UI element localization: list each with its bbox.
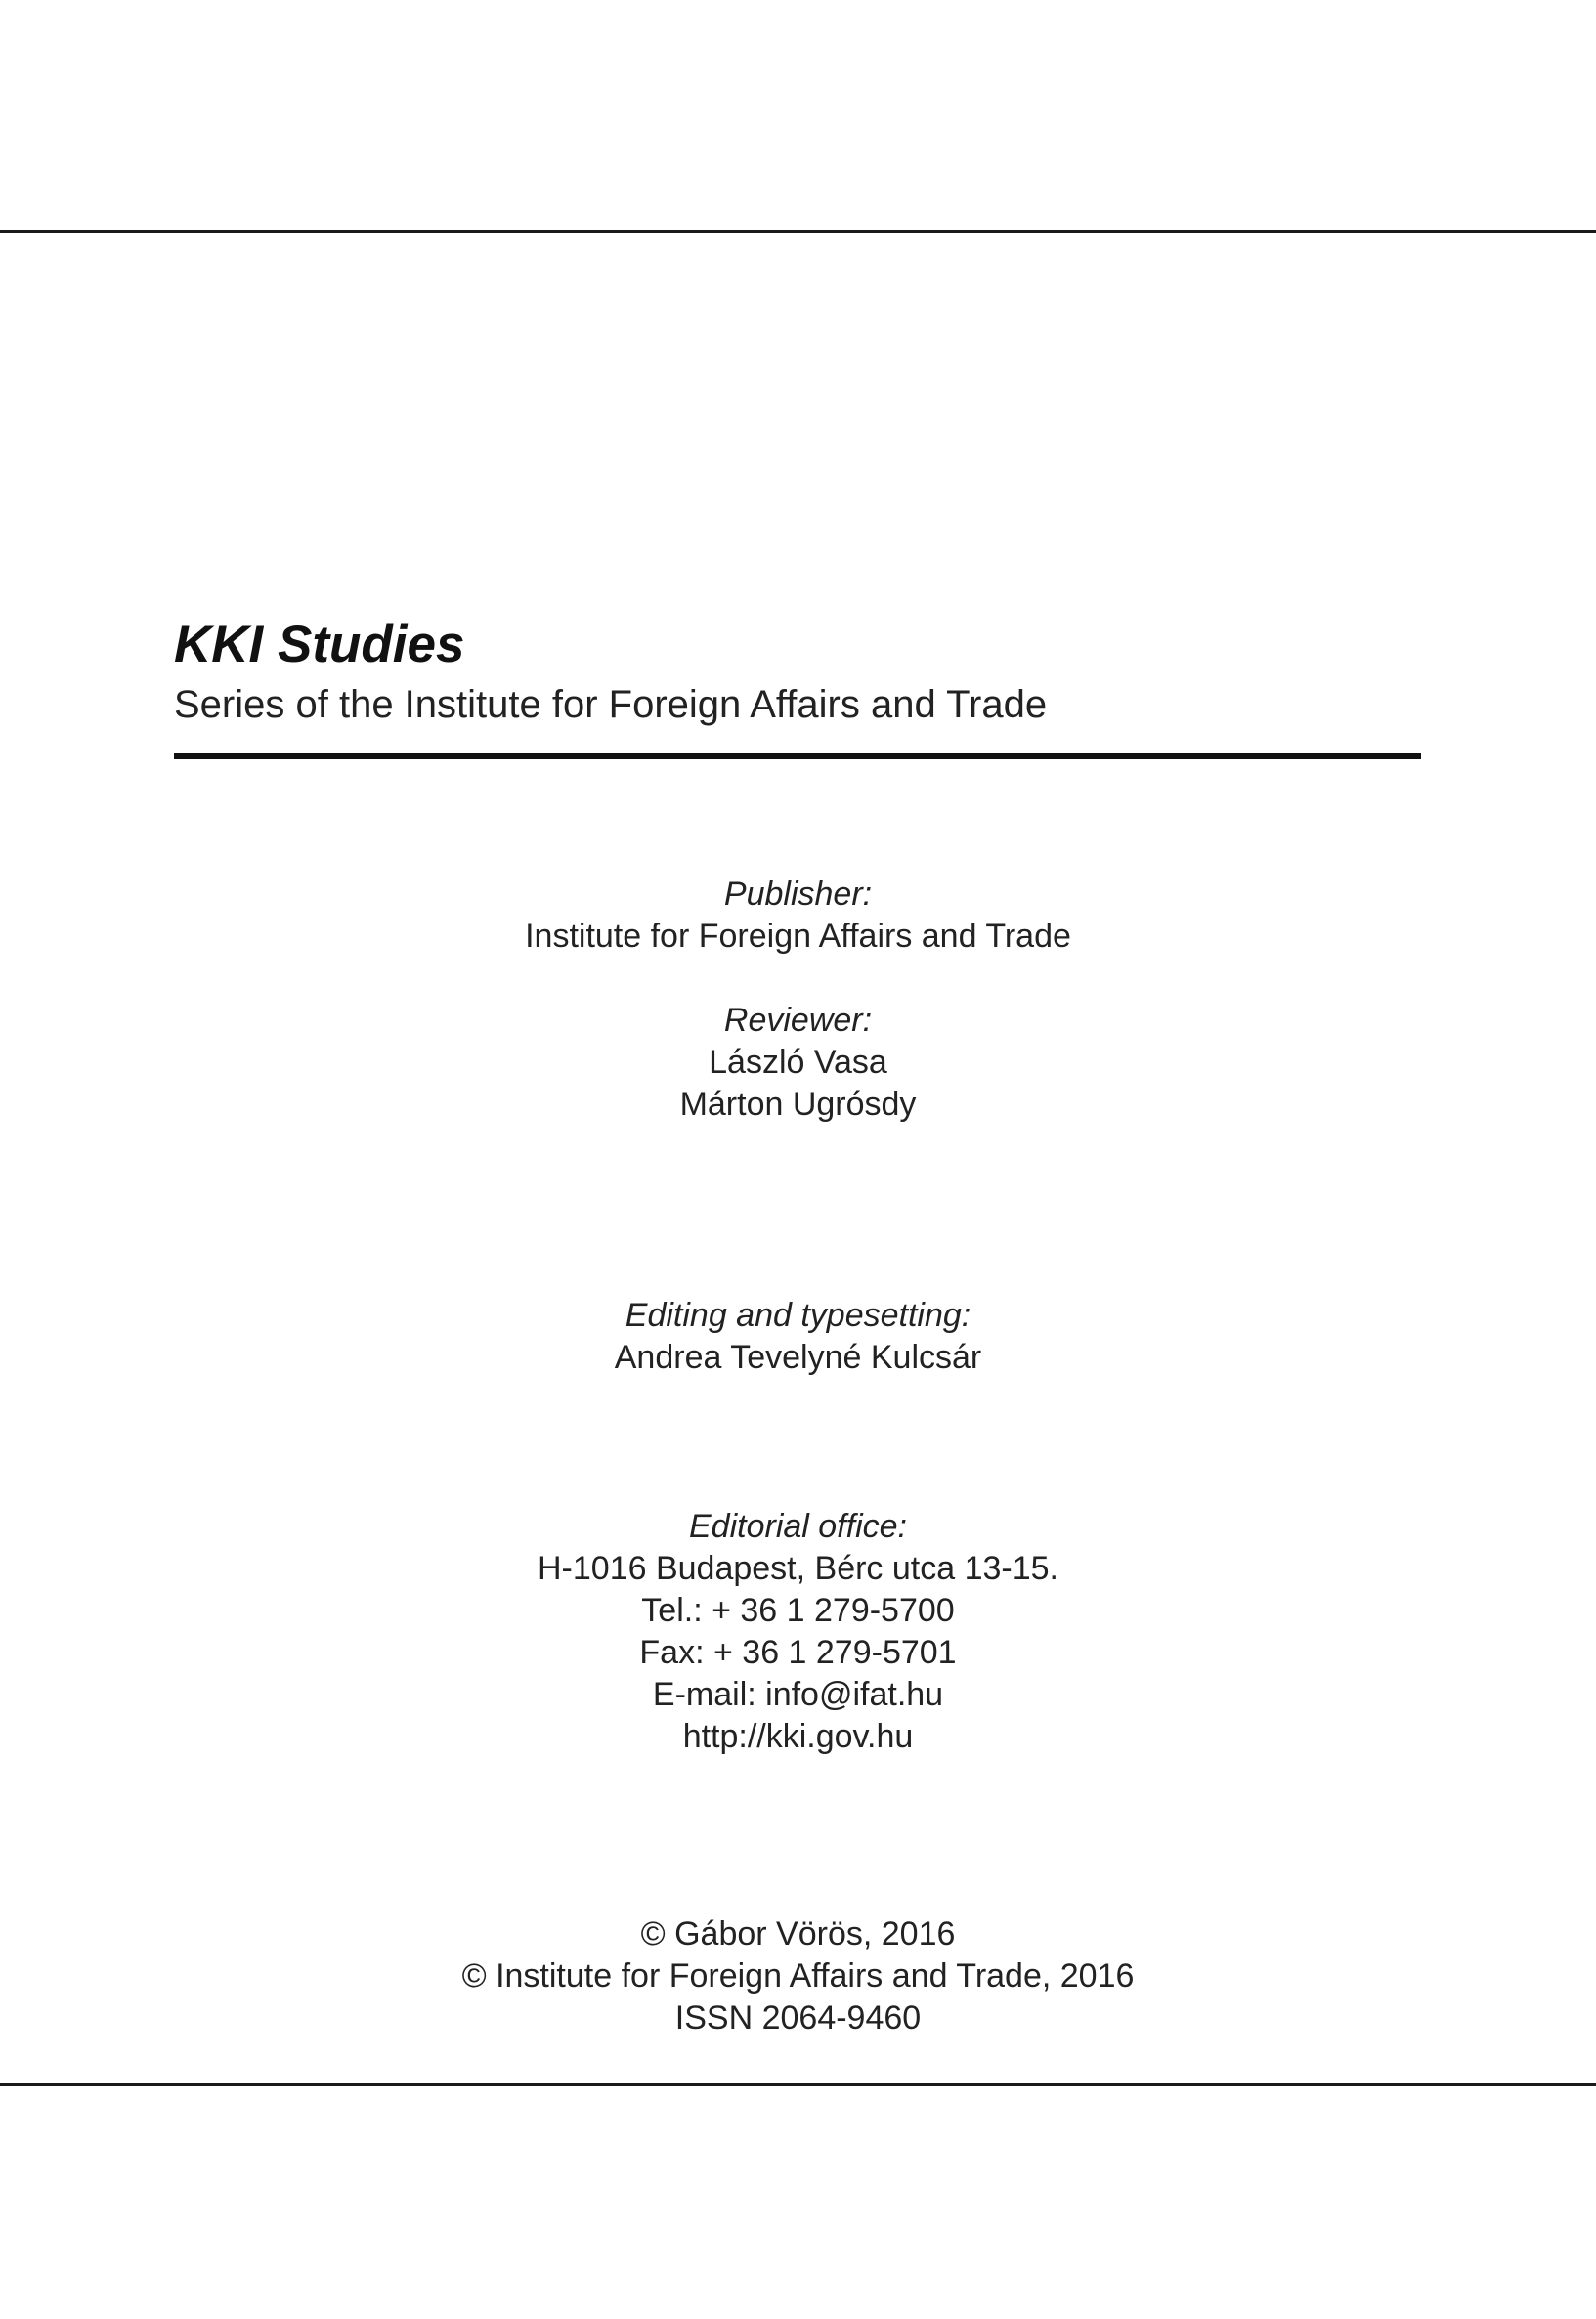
reviewer-name: Márton Ugrósdy — [679, 1086, 917, 1123]
series-title: KKI Studies — [174, 616, 465, 673]
editing-label: Editing and typesetting: — [625, 1297, 971, 1334]
reviewer-block — [0, 1000, 1596, 1126]
copyright-institute: © Institute for Foreign Affairs and Trade, 2016 — [461, 1957, 1135, 1995]
office-phone: Tel.: + 36 1 279-5700 — [641, 1592, 955, 1629]
publisher-block — [0, 874, 1596, 958]
office-website: http://kki.gov.hu — [682, 1718, 914, 1755]
copyright-author: © Gábor Vörös, 2016 — [640, 1915, 956, 1953]
editorial-office-label: Editorial office: — [689, 1508, 907, 1545]
office-address: H-1016 Budapest, Bérc utca 13-15. — [538, 1550, 1058, 1587]
editorial-office-block — [0, 1506, 1596, 1758]
office-fax: Fax: + 36 1 279-5701 — [639, 1634, 957, 1671]
editing-block — [0, 1295, 1596, 1379]
reviewer-name: László Vasa — [709, 1044, 887, 1081]
editor-name: Andrea Tevelyné Kulcsár — [614, 1339, 982, 1376]
reviewer-label: Reviewer: — [723, 1002, 873, 1039]
series-divider — [174, 753, 1421, 759]
copyright-block — [0, 1913, 1596, 2040]
office-email: E-mail: info@ifat.hu — [652, 1676, 944, 1713]
publisher-label: Publisher: — [723, 876, 873, 913]
issn: ISSN 2064-9460 — [674, 1999, 922, 2037]
series-subtitle: Series of the Institute for Foreign Affairs and Trade — [174, 682, 1048, 726]
publisher-name: Institute for Foreign Affairs and Trade — [525, 918, 1071, 955]
bottom-divider — [0, 2083, 1596, 2086]
series-header — [174, 614, 1421, 729]
top-divider — [0, 230, 1596, 233]
